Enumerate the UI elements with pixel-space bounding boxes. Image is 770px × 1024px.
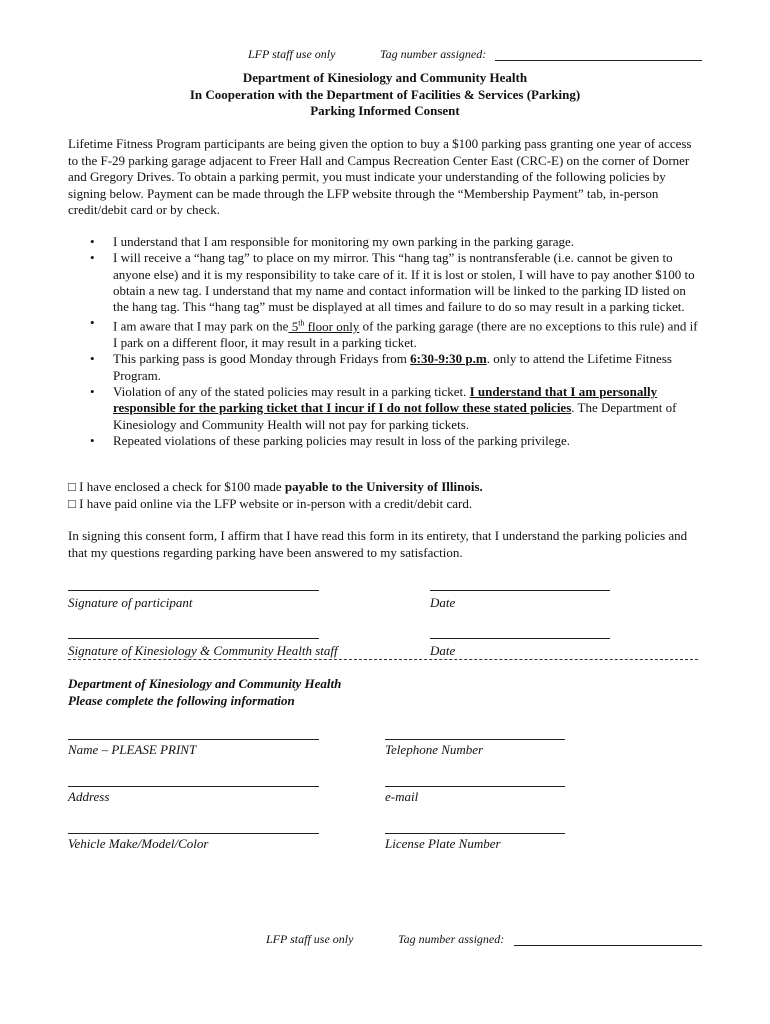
bullet-icon: • [90, 432, 95, 448]
email-field-label: e-mail [385, 789, 419, 804]
vehicle-field-line[interactable] [68, 833, 319, 834]
date-label-2: Date [430, 643, 456, 658]
phone-field-line[interactable] [385, 739, 565, 740]
policy-item: • Repeated violations of these parking policies may result in loss of the parking privilege. [90, 432, 571, 448]
checkbox-icon[interactable]: □ [68, 479, 76, 494]
bullet-icon: • [90, 315, 95, 331]
staff-signature-line[interactable] [68, 638, 319, 639]
responsibility-statement: I understand that I am personally responsible for the parking ticket that I incur if I do not follow these stated policies [113, 384, 658, 416]
participant-signature-label: Signature of participant [68, 595, 193, 610]
checkbox-icon[interactable]: □ [68, 495, 76, 511]
payment-option-online[interactable]: □ I have paid online via the LFP website or in-person with a credit/debit card. [68, 495, 473, 511]
bullet-icon: • [90, 234, 95, 249]
staff-signature-label: Signature of Kinesiology & Community Health staff [68, 643, 338, 658]
plate-field-label: License Plate Number [385, 836, 501, 851]
date-label-1: Date [430, 595, 456, 610]
bullet-icon: • [90, 250, 95, 266]
document-heading [0, 70, 770, 120]
top-staff-use-label: LFP staff use only [248, 47, 336, 61]
floor-restriction: 5th floor only [288, 318, 360, 334]
name-field-label: Name – PLEASE PRINT [68, 742, 197, 757]
payment-option-check[interactable]: □ I have enclosed a check for $100 made payable to the University of Illinois. [68, 479, 483, 494]
address-field-label: Address [68, 789, 110, 804]
section-divider [68, 659, 698, 660]
department-section-header [68, 676, 341, 709]
vehicle-field-label: Vehicle Make/Model/Color [68, 836, 209, 851]
plate-field-line[interactable] [385, 833, 565, 834]
bullet-icon: • [90, 384, 95, 399]
heading-line-2: In Cooperation with the Department of Facilities & Services (Parking) [189, 86, 581, 102]
date-line-1[interactable] [430, 590, 610, 591]
bullet-icon: • [90, 351, 95, 367]
policy-item: • This parking pass is good Monday through Fridays from 6:30-9:30 p.m. only to attend the Lifetime Fitness Program. [90, 351, 672, 383]
footer-tag-number-line [514, 945, 702, 946]
heading-line-3: Parking Informed Consent [310, 103, 460, 118]
department-section-line-2: Please complete the following information [68, 692, 295, 708]
department-section-line-1: Department of Kinesiology and Community Health [68, 676, 342, 691]
name-field-line[interactable] [68, 739, 319, 740]
parking-hours: 6:30-9:30 p.m [410, 351, 487, 367]
policy-item: • I am aware that I may park on the 5th floor only of the parking garage (there are no exceptions to this rule) and if I park on a different floor, it may result in a parking ticket. [90, 315, 698, 351]
policy-item: • Violation of any of the stated policies may result in a parking ticket. I understand that I am personally responsible for the parking ticket that I incur if I do not follow these stated policies. The Department of Kinesiology and Community Health will not pay for parking tickets. [90, 384, 677, 432]
intro-paragraph: Lifetime Fitness Program participants are being given the option to buy a $100 parking pass granting one year of access to the F-29 parking garage adjacent to Freer Hall and Campus Recreation Center East (CRC-E) on the corner of Dorner and Gregory Drives. To obtain a parking permit, you must indicate your understanding of the following policies by signing below. Payment can be made through the LFP website through the “Membership Payment” tab, in-person credit/debit card or by check. [68, 136, 692, 217]
email-field-line[interactable] [385, 786, 565, 787]
policy-list [90, 234, 704, 449]
participant-signature-line[interactable] [68, 590, 319, 591]
phone-field-label: Telephone Number [385, 742, 484, 757]
payment-options [68, 479, 483, 512]
address-field-line[interactable] [68, 786, 319, 787]
footer-tag-number-label: Tag number assigned: [398, 932, 505, 946]
policy-item: • I will receive a “hang tag” to place on my mirror. This “hang tag” is nontransferable (i.e. cannot be given to anyone else) and it is my responsibility to take care of it. If it is lost or stolen, I will have to pay another $100 to obtain a new tag. I understand that my name and contact information will be linked to the parking ID listed on the hang tag. This “hang tag” must be displayed at all times and failure to do so may result in a parking ticket. [90, 250, 695, 315]
policy-item: • I understand that I am responsible for monitoring my own parking in the parking garage. [90, 234, 575, 249]
footer-staff-use-label: LFP staff use only [266, 932, 354, 946]
affirmation-paragraph: In signing this consent form, I affirm that I have read this form in its entirety, that I understand the parking policies and that my questions regarding parking have been answered to my satisfaction. [68, 528, 688, 560]
heading-line-1: Department of Kinesiology and Community Health [242, 70, 528, 85]
top-tag-number-line [495, 60, 702, 61]
date-line-2[interactable] [430, 638, 610, 639]
top-tag-number-label: Tag number assigned: [380, 47, 487, 61]
